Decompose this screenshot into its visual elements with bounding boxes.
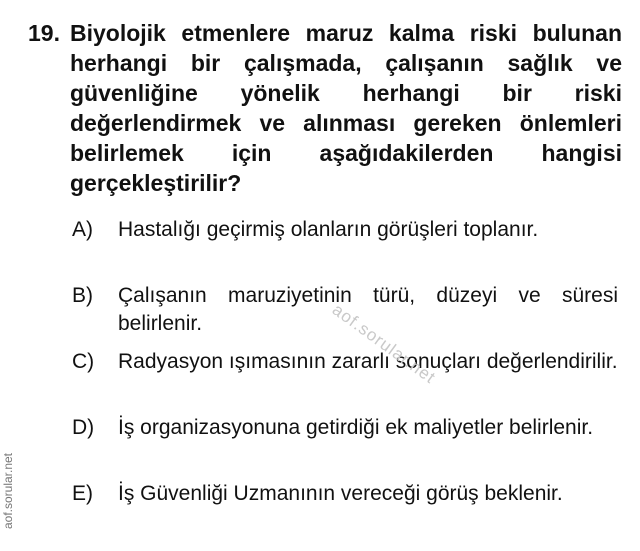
option-text: İş organizasyonuna getirdiği ek maliyetler belirlenir. — [118, 416, 594, 439]
option-letter: D) — [72, 416, 95, 439]
question-text: Biyolojik etmenlere maruz kalma riski bulunan herhangi bir çalışmada, çalışanın sağlık ve güvenliğine yönelik herhangi bir riski değerlendirmek ve alınması gereken önlemleri belirlemek için aşağıdakilerden hangisi gerçekleştirilir? — [70, 20, 622, 196]
option-text: Radyasyon ışımasının zararlı sonuçları değerlendirilir. — [118, 350, 618, 373]
answer-options — [72, 216, 620, 546]
option-text: Hastalığı geçirmiş olanların görüşleri toplanır. — [118, 218, 539, 241]
option-letter: A) — [72, 218, 93, 241]
option-c[interactable] — [72, 348, 620, 410]
option-d[interactable] — [72, 414, 620, 476]
option-letter: C) — [72, 350, 95, 373]
option-letter: E) — [72, 482, 93, 505]
option-text: Çalışanın maruziyetinin türü, düzeyi ve süresi belirlenir. — [118, 284, 618, 335]
question-number: 19. — [28, 20, 60, 46]
option-text: İş Güvenliği Uzmanının vereceği görüş beklenir. — [118, 482, 563, 505]
diagonal-watermark: aof.sorular.net — [328, 300, 440, 388]
option-e[interactable] — [72, 480, 620, 542]
option-letter: B) — [72, 284, 93, 307]
option-a[interactable] — [72, 216, 620, 278]
side-watermark: aof.sorular.net — [1, 452, 15, 530]
